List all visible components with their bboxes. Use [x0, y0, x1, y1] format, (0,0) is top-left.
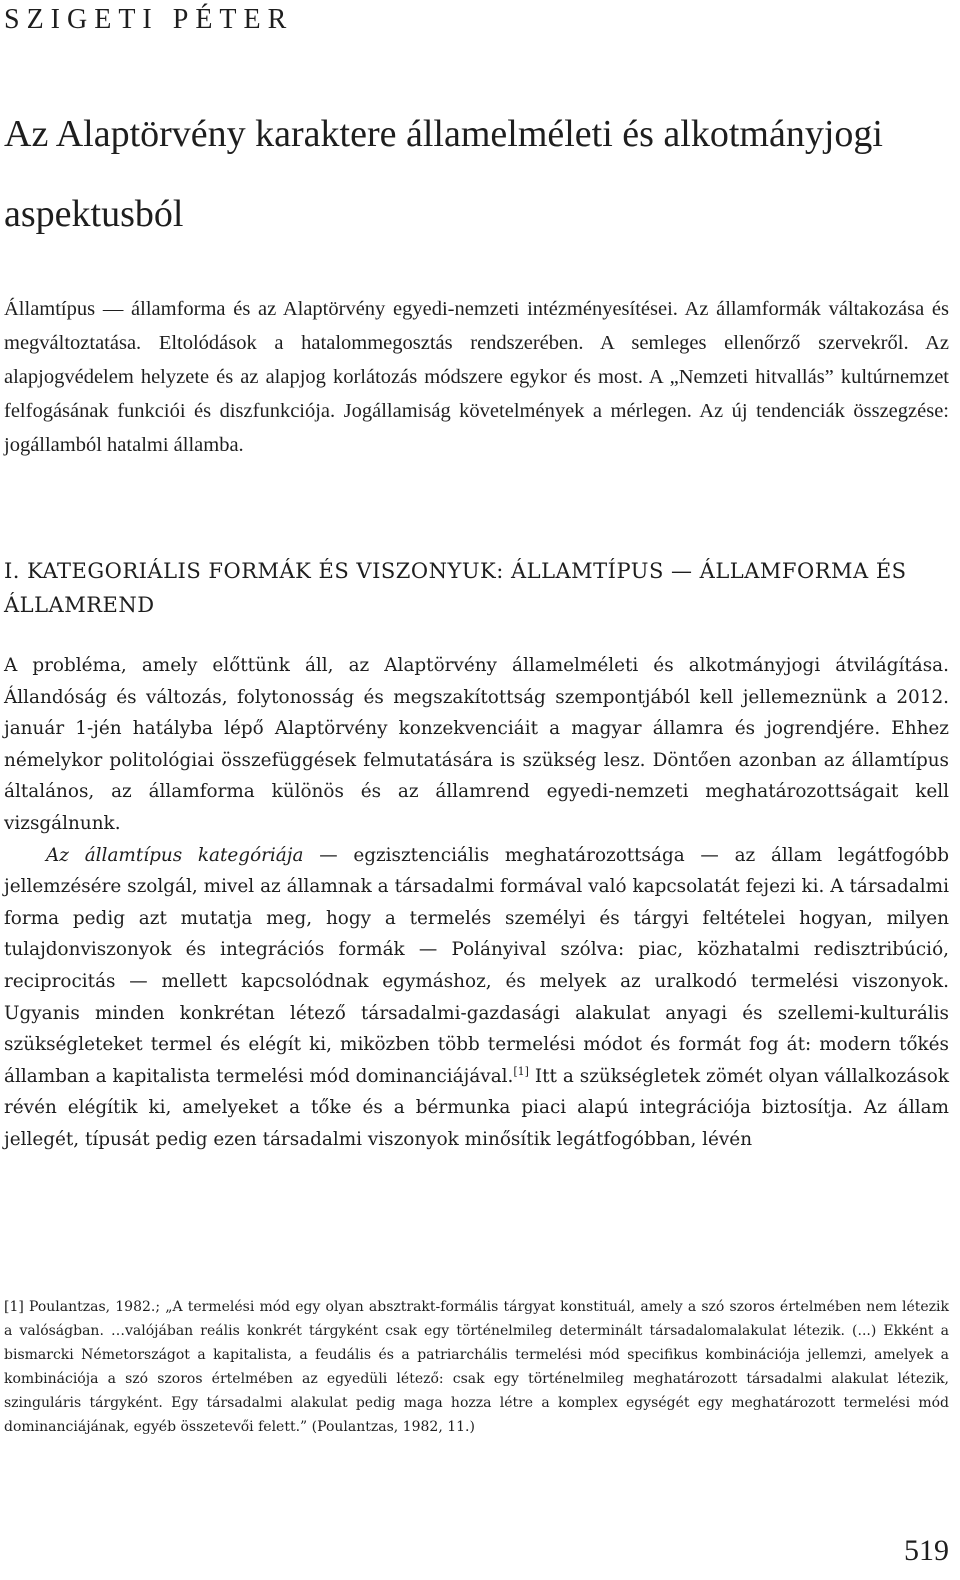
body-paragraph-2-part-b: Itt a szükségletek zömét olyan vállalkozások révén elégítik ki, amelyeket a tőke és a bérmunka piaci alapú integrációja biztosítja. Az állam jellegét, típusát pedig ezen társadalmi viszonyok minősítik legátfogóbban, lévén [4, 1065, 949, 1150]
body-paragraph-2-part-a: — egzisztenciális meghatározottsága — az állam legátfogóbb jellemzésére szolgál, mivel az államnak a társadalmi formával való kapcsolatát fejezi ki. A társadalmi forma pedig azt mutatja meg, hogy a termelés személyi és tárgyi feltételei hogyan, milyen tulajdonviszonyok és integrációs formák — Polányival szólva: piac, közhatalmi redisztribúció, reciprocitás — mellett kapcsolódnak egymáshoz, és melyek az uralkodó termelési viszonyok. Ugyanis minden konkrétan létező társadalmi-gazdasági alakulat anyagi és szellemi-kulturális szükségleteket termel és elégít ki, miközben több termelési módot és formát fog át: modern tőkés államban a kapitalista termelési mód dominanciájával. [4, 844, 949, 1087]
italic-term: Az államtípus kategóriája [46, 844, 304, 866]
body-paragraph-1: A probléma, amely előttünk áll, az Alaptörvény államelméleti és alkotmányjogi átvilágítása. Állandóság és változás, folytonosság és megszakítottság szempontjából kell jellemeznünk a 2012. január 1-jén hatályba lépő Alaptörvény konzekvenciáit a magyar államra és jogrendjére. Ehhez némelykor politológiai összefüggések felmutatására is szükség lesz. Döntően azonban az államtípus általános, az államforma különös és az államrend egyedi-nemzeti meghatározottságait kell vizsgálnunk. [4, 655, 949, 834]
footnote: [1] Poulantzas, 1982.; „A termelési mód egy olyan absztrakt-formális tárgyat konstituál, amely a szó szoros értelmében nem létezik a valóságban. …valójában reális konkrét tárgyként csak egy történelmileg determinált társadalomalakulat létezik. (...) Ekként a bismarcki Németországot a kapitalista, a feudális és a patriarchális termelési mód specifikus kombinációja jellemzi, amelyek a kombinációja a szó szoros értelmében az egyedüli létező: csak egy történelmileg meghatározott társadalmi alakulat létezik, szinguláris tárgyként. Egy társadalmi alakulat pedig maga hozza létre a komplex egységét egy meghatározott termelési mód dominanciájának, egyéb összetevői felett.” (Poulantzas, 1982, 11.) [4, 1299, 949, 1435]
footnote-reference[interactable]: [1] [513, 1064, 529, 1078]
page-number: 519 [904, 1534, 949, 1567]
article-abstract: Államtípus — államforma és az Alaptörvény egyedi-nemzeti intézményesítései. Az államformák váltakozása és megváltoztatása. Eltolódások a hatalommegosztás rendszerében. A semleges ellenőrző szervekről. Az alapjogvédelem helyzete és az alapjog korlátozás módszere egykor és most. A „Nemzeti hitvallás” kultúrnemzet felfogásának funkciói és diszfunkciója. Jogállamiság követelmények a mérlegen. Az új tendenciák összegzése: jogállamból hatalmi államba. [4, 298, 949, 456]
body-text [4, 650, 949, 1156]
document-page [4, 0, 949, 1580]
running-header-author: SZIGETI PÉTER [4, 4, 294, 35]
section-heading: I. KATEGORIÁLIS FORMÁK ÉS VISZONYUK: ÁLLAMTÍPUS — ÁLLAMFORMA ÉS ÁLLAMREND [4, 559, 907, 617]
body-paragraph-2 [4, 840, 949, 1156]
article-title: Az Alaptörvény karaktere államelméleti és alkotmányjogi aspektusból [4, 113, 883, 235]
